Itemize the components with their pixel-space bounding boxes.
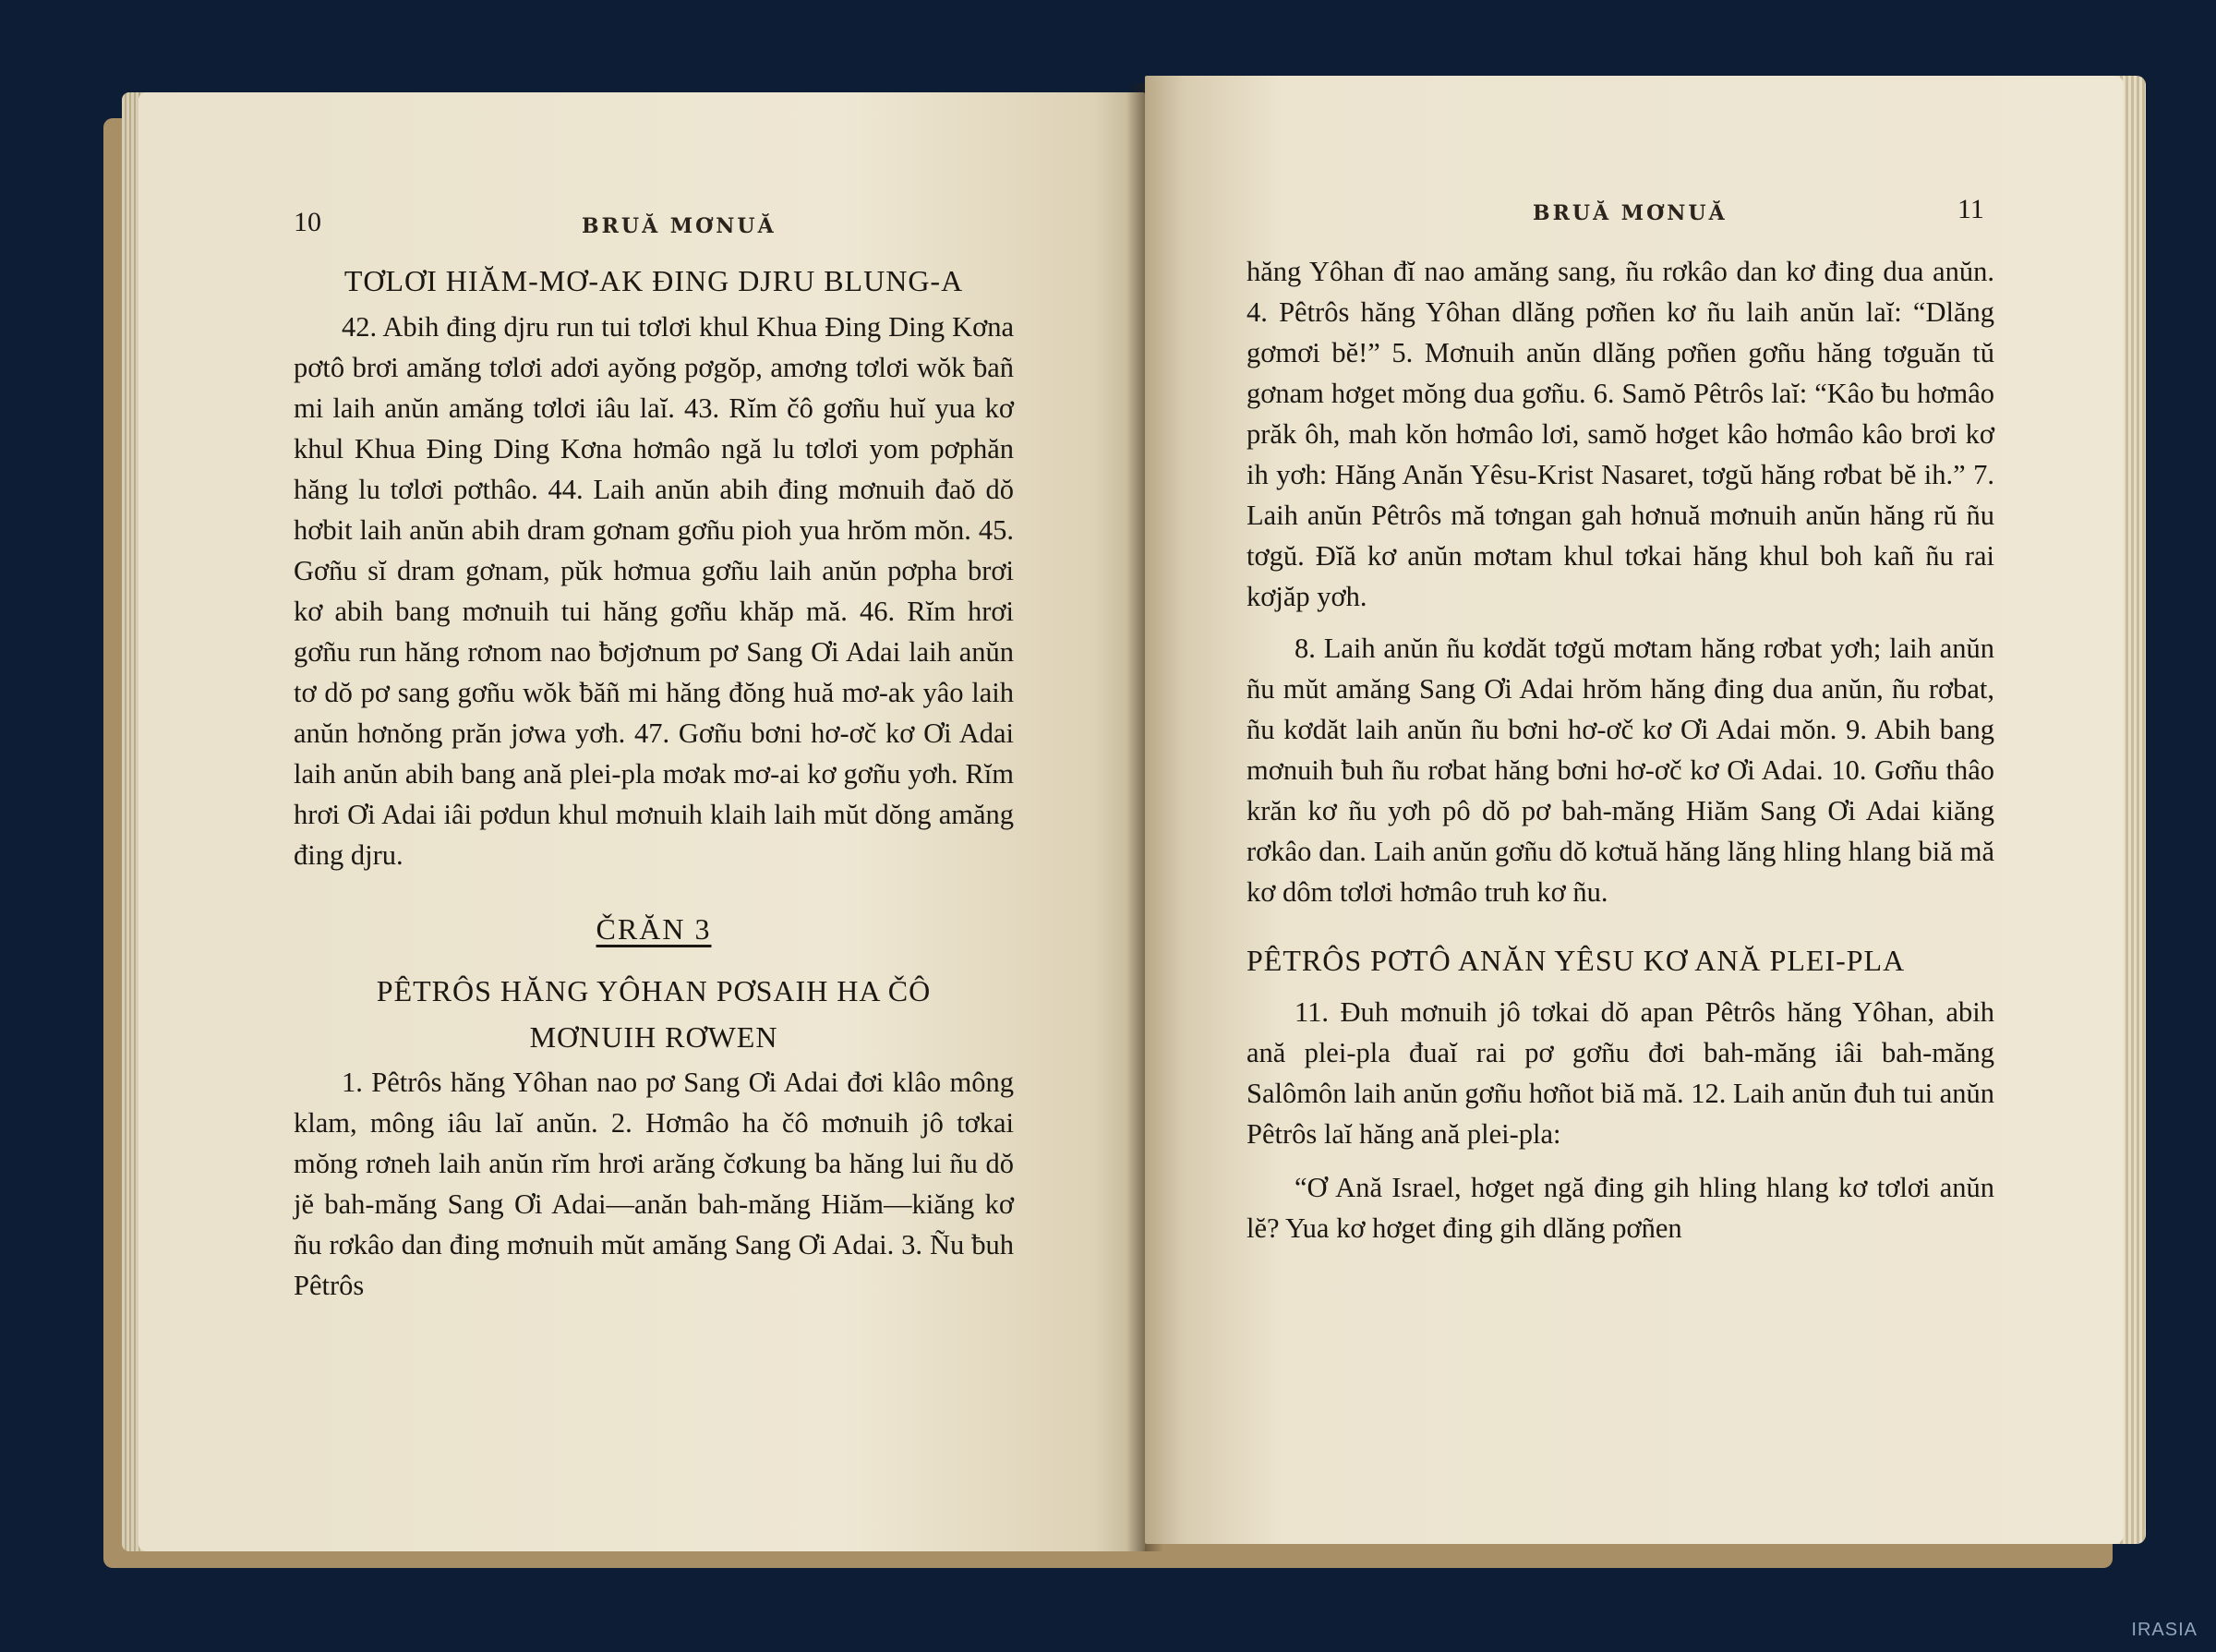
chapter-title-line1: PÊTRÔS HĂNG YÔHAN PƠSAIH HA ČÔ bbox=[376, 974, 932, 1007]
left-paragraph-1: 42. Abih đing djru run tui tơlơi khul Khua Đing Ding Kơna pơtô brơi amăng tơlơi adơi ayŏng pơgŏp, amơng tơlơi wŏk ƀañ mi laih anŭn amăng tơlơi iâu laĭ. 43. Rĭm čô gơñu huĭ yua kơ khul Khua Đing Ding Kơna hơmâo ngă lu tơlơi yom pơphăn hăng lu tơlơi pơthâo. 44. Laih anŭn abih đing mơnuih đaŏ dŏ hơbit laih anŭn abih dram gơnam gơñu pioh yua hrŏm mŏn. 45. Gơñu sĭ dram gơnam, pŭk hơmua gơñu laih anŭn pơpha brơi kơ abih bang mơnuih tui hăng gơñu khăp mă. 46. Rĭm hrơi gơñu run hăng rơnom nao ƀơjơnum pơ Sang Ơi Adai laih anŭn tơ dŏ pơ sang gơñu wŏk ƀăñ mi hăng đŏng huă mơ-ak yâo laih anŭn hơnŏng prăn jơwa yơh. 47. Gơñu bơni hơ-ơč kơ Ơi Adai laih anŭn abih bang ană plei-pla mơak mơ-ai kơ gơñu yơh. Rĭm hrơi Ơi Adai iâi pơdun khul mơnuih klaih laih mŭt dŏng amăng đing djru. bbox=[294, 311, 1014, 871]
watermark: IRASIA bbox=[2131, 1620, 2198, 1640]
left-section-title: TƠLƠI HIĂM-MƠ-AK ĐING DJRU BLUNG-A bbox=[343, 264, 964, 297]
right-text-block bbox=[1246, 251, 1994, 1248]
left-text-block bbox=[294, 260, 1014, 1306]
right-paragraph-2: 8. Laih anŭn ñu kơdăt tơgŭ mơtam hăng rơbat yơh; laih anŭn ñu mŭt amăng Sang Ơi Adai hrŏm hăng đing dua anŭn, ñu rơbat, ñu kơdăt laih anŭn ñu bơni hơ-ơč kơ Ơi Adai mŏn. 9. Abih bang mơnuih ƀuh ñu rơbat hăng bơni hơ-ơč kơ Ơi Adai. 10. Gơñu thâo krăn kơ ñu yơh pô dŏ pơ bah-măng Hiăm Sang Ơi Adai kiăng rơkâo dan. Laih anŭn gơñu dŏ kơtuă hăng lăng hling hlang biă mă kơ dôm tơlơi hơmâo truh kơ ñu. bbox=[1246, 633, 1994, 908]
right-page bbox=[1145, 76, 2124, 1544]
right-running-head: BRUĂ MƠNUĂ bbox=[1533, 201, 1728, 225]
right-page-number: 11 bbox=[1957, 194, 1984, 224]
left-page bbox=[138, 92, 1145, 1551]
left-page-number: 10 bbox=[294, 207, 321, 237]
right-paragraph-3: 11. Đuh mơnuih jô tơkai dŏ apan Pêtrôs hăng Yôhan, abih ană plei-pla đuaĭ rai pơ gơñu đơi bah-măng iâi bah-măng Salômôn laih anŭn gơñu hơñot biă mă. 12. Laih anŭn đuh tui anŭn Pêtrôs laĭ hăng ană plei-pla: bbox=[1246, 996, 1994, 1150]
left-paragraph-2: 1. Pêtrôs hăng Yôhan nao pơ Sang Ơi Adai đơi klâo mông klam, mông iâu laĭ anŭn. 2. Hơmâo ha čô mơnuih jô tơkai mŏng rơneh laih anŭn rĭm hrơi arăng čơkung ba hăng lui ñu dŏ jĕ bah-măng Sang Ơi Adai—anăn bah-măng Hiăm—kiăng kơ ñu rơkâo dan đing mơnuih mŭt amăng Sang Ơi Adai. 3. Ñu ƀuh Pêtrôs bbox=[294, 1067, 1014, 1301]
right-paragraph-1: hăng Yôhan đĭ nao amăng sang, ñu rơkâo dan kơ đing dua anŭn. 4. Pêtrôs hăng Yôhan dlăng pơñen kơ ñu laih anŭn laĭ: “Dlăng gơmơi bĕ!” 5. Mơnuih anŭn dlăng pơñen gơñu hăng tơguăn tŭ gơnam hơget mŏng dua gơñu. 6. Samŏ Pêtrôs laĭ: “Kâo ƀu hơmâo prăk ôh, mah kŏn hơmâo lơi, samŏ hơget kâo hơmâo kâo brơi kơ ih yơh: Hăng Anăn Yêsu-Krist Nasaret, tơgŭ hăng rơbat bĕ ih.” 7. Laih anŭn Pêtrôs mă tơngan gah hơnuă mơnuih anŭn hăng rŭ ñu tơgŭ. Đĭă kơ anŭn mơtam khul tơkai hăng khul boh kañ ñu rai kơjăp yơh. bbox=[1246, 256, 1994, 612]
left-running-head: BRUĂ MƠNUĂ bbox=[582, 214, 777, 238]
chapter-label: ČRĂN 3 bbox=[596, 912, 712, 946]
right-paragraph-4: “Ơ Ană Israel, hơget ngă đing gih hling hlang kơ tơlơi anŭn lĕ? Yua kơ hơget đing gih dlăng pơñen bbox=[1246, 1172, 1994, 1244]
chapter-title-line2: MƠNUIH RƠWEN bbox=[529, 1020, 778, 1054]
right-section-title: PÊTRÔS PƠTÔ ANĂN YÊSU KƠ ANĂ PLEI-PLA bbox=[1246, 944, 1906, 977]
